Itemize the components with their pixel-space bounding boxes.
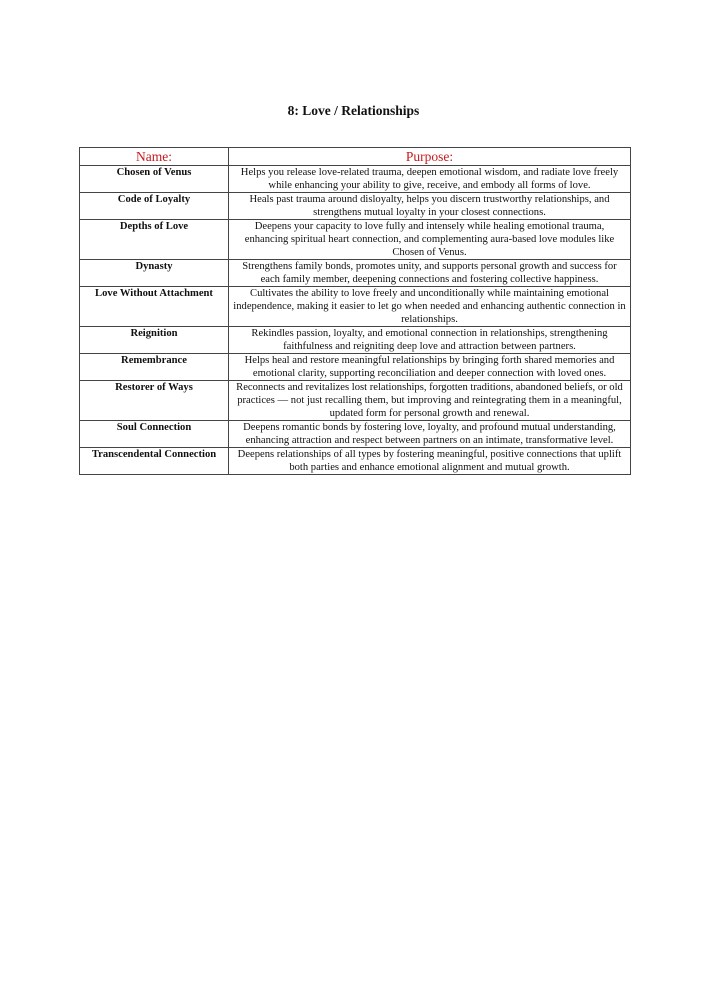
table-row xyxy=(80,448,631,475)
table-row xyxy=(80,381,631,421)
module-purpose-cell: Strengthens family bonds, promotes unity, and supports personal growth and success for each family member, deepening connections and fostering collective happiness. xyxy=(229,260,631,287)
module-purpose-cell: Rekindles passion, loyalty, and emotional connection in relationships, strengthening faithfulness and reigniting deep love and attraction between partners. xyxy=(229,327,631,354)
table-row xyxy=(80,220,631,260)
module-name-cell: Remembrance xyxy=(80,354,229,381)
table-row xyxy=(80,327,631,354)
module-name-cell: Soul Connection xyxy=(80,421,229,448)
modules-table xyxy=(79,147,631,475)
module-purpose-cell: Deepens romantic bonds by fostering love, loyalty, and profound mutual understanding, enhancing attraction and respect between partners on an intimate, transformative level. xyxy=(229,421,631,448)
module-purpose-cell: Deepens your capacity to love fully and intensely while healing emotional trauma, enhancing spiritual heart connection, and complementing aura-based love modules like Chosen of Venus. xyxy=(229,220,631,260)
module-name-cell: Dynasty xyxy=(80,260,229,287)
module-name-cell: Chosen of Venus xyxy=(80,166,229,193)
table-row xyxy=(80,354,631,381)
module-name-cell: Depths of Love xyxy=(80,220,229,260)
module-purpose-cell: Cultivates the ability to love freely and unconditionally while maintaining emotional independence, making it easier to let go when needed and enhancing authentic connection in relationships. xyxy=(229,287,631,327)
table-row xyxy=(80,260,631,287)
table-row xyxy=(80,287,631,327)
purpose-column-header: Purpose: xyxy=(229,148,631,166)
table-row xyxy=(80,166,631,193)
table-header-row xyxy=(80,148,631,166)
page-title: 8: Love / Relationships xyxy=(287,103,420,118)
module-purpose-cell: Heals past trauma around disloyalty, helps you discern trustworthy relationships, and strengthens mutual loyalty in your closest connections. xyxy=(229,193,631,220)
module-name-cell: Restorer of Ways xyxy=(80,381,229,421)
table-row xyxy=(80,193,631,220)
module-name-cell: Code of Loyalty xyxy=(80,193,229,220)
module-name-cell: Transcendental Connection xyxy=(80,448,229,475)
module-purpose-cell: Reconnects and revitalizes lost relationships, forgotten traditions, abandoned beliefs, or old practices — not just recalling them, but improving and reintegrating them in a meaningful, updated form for personal growth and renewal. xyxy=(229,381,631,421)
table-row xyxy=(80,421,631,448)
module-purpose-cell: Helps heal and restore meaningful relationships by bringing forth shared memories and emotional clarity, supporting reconciliation and deeper connection with loved ones. xyxy=(229,354,631,381)
module-purpose-cell: Deepens relationships of all types by fostering meaningful, positive connections that uplift both parties and enhance emotional alignment and mutual growth. xyxy=(229,448,631,475)
module-name-cell: Reignition xyxy=(80,327,229,354)
module-name-cell: Love Without Attachment xyxy=(80,287,229,327)
module-purpose-cell: Helps you release love-related trauma, deepen emotional wisdom, and radiate love freely while enhancing your ability to give, receive, and embody all forms of love. xyxy=(229,166,631,193)
name-column-header: Name: xyxy=(80,148,229,166)
